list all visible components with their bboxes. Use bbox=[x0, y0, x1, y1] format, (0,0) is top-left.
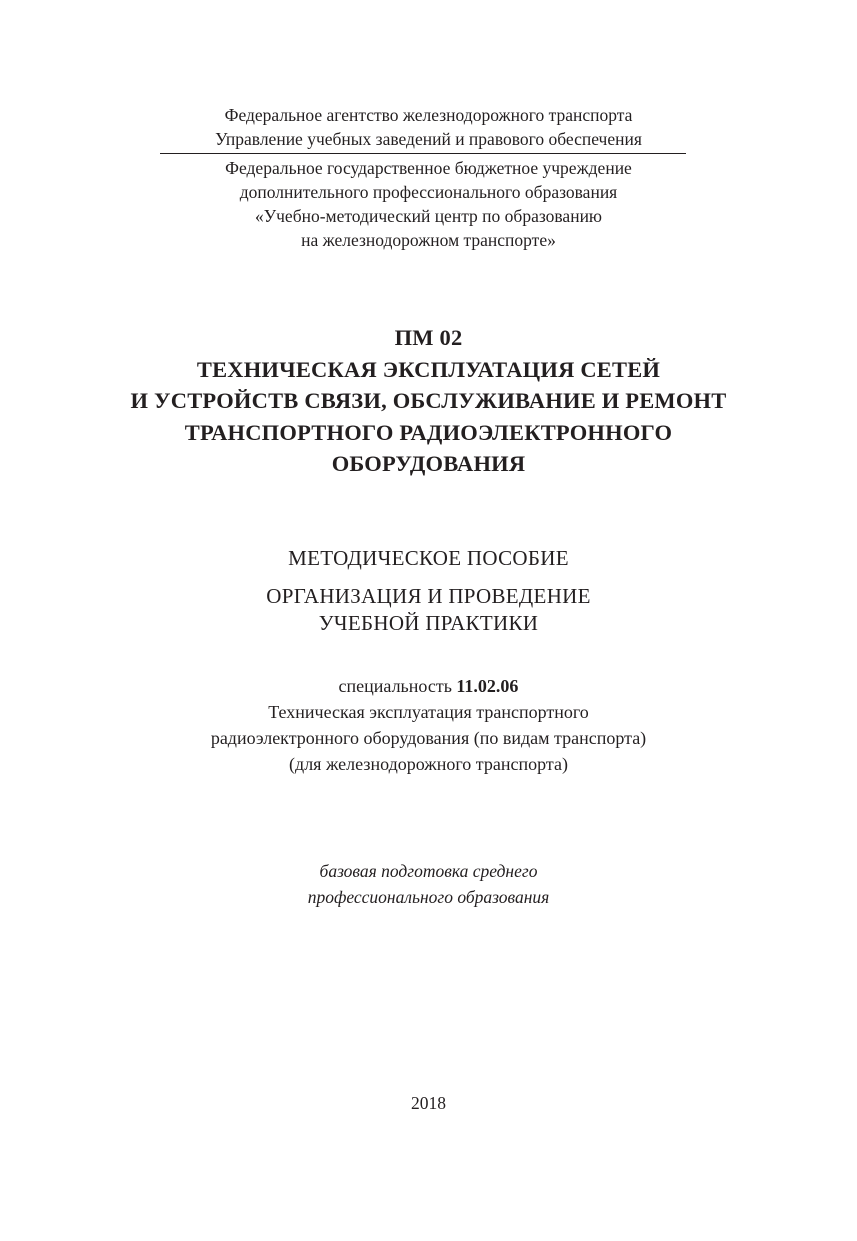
module-title bbox=[0, 322, 857, 480]
agency-department: Управление учебных заведений и правового обеспечения bbox=[215, 129, 642, 149]
specialty-code: 11.02.06 bbox=[456, 676, 519, 696]
agency-header bbox=[0, 103, 857, 151]
module-title-line: ОБОРУДОВАНИЯ bbox=[331, 451, 526, 476]
module-title-line: И УСТРОЙСТВ СВЯЗИ, ОБСЛУЖИВАНИЕ И РЕМОНТ bbox=[130, 388, 727, 413]
institution-line: на железнодорожном транспорте» bbox=[301, 230, 556, 250]
education-level-line: профессионального образования bbox=[307, 887, 550, 907]
header-divider bbox=[160, 153, 686, 154]
document-type-label: МЕТОДИЧЕСКОЕ ПОСОБИЕ bbox=[288, 546, 569, 570]
document-type bbox=[0, 544, 857, 572]
agency-name: Федеральное агентство железнодорожного транспорта bbox=[224, 105, 633, 125]
specialty-description-line: (для железнодорожного транспорта) bbox=[289, 754, 568, 774]
module-title-line: ТРАНСПОРТНОГО РАДИОЭЛЕКТРОННОГО bbox=[184, 419, 673, 445]
practice-title-line: ОРГАНИЗАЦИЯ И ПРОВЕДЕНИЕ bbox=[266, 584, 591, 608]
education-level-line: базовая подготовка среднего bbox=[319, 861, 538, 881]
institution-line: Федеральное государственное бюджетное учреждение bbox=[225, 158, 632, 178]
specialty-label: специальность bbox=[338, 676, 452, 696]
institution-header bbox=[0, 156, 857, 252]
institution-line: «Учебно-методический центр по образованию bbox=[254, 206, 603, 226]
module-title-line: ТЕХНИЧЕСКАЯ ЭКСПЛУАТАЦИЯ СЕТЕЙ bbox=[196, 356, 661, 382]
specialty-description-line: радиоэлектронного оборудования (по видам транспорта) bbox=[210, 728, 647, 748]
specialty-heading bbox=[0, 673, 857, 699]
specialty-block bbox=[0, 673, 857, 777]
education-level bbox=[0, 858, 857, 910]
practice-title bbox=[0, 583, 857, 637]
practice-title-line: УЧЕБНОЙ ПРАКТИКИ bbox=[318, 611, 539, 635]
module-code: ПМ 02 bbox=[394, 325, 463, 350]
year-label: 2018 bbox=[411, 1093, 446, 1113]
institution-line: дополнительного профессионального образования bbox=[239, 182, 618, 202]
publication-year bbox=[0, 1091, 857, 1115]
specialty-description-line: Техническая эксплуатация транспортного bbox=[268, 702, 589, 722]
